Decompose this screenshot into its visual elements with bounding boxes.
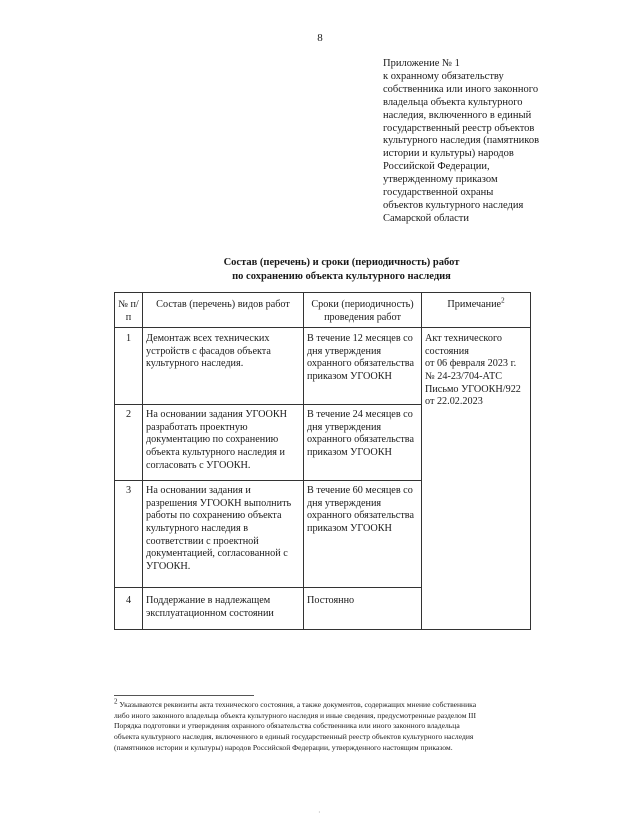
appendix-line: объектов культурного наследия — [383, 199, 524, 211]
appendix-line: культурного наследия (памятников — [383, 135, 540, 147]
footnote-line: (памятников истории и культуры) народов Российской Федерации, утвержденного настоящим приказом. — [114, 742, 453, 752]
appendix-line: Российской Федерации, — [383, 161, 490, 173]
header-note — [422, 293, 531, 328]
appendix-line: государственной охраны — [383, 187, 494, 199]
row-works: На основании задания УГООКН разработать проектную документацию по сохранению объекта культурного наследия и согласовать с УГООКН. — [143, 405, 304, 481]
note-line: от 06 февраля 2023 г. — [425, 358, 517, 370]
footnote — [114, 697, 546, 754]
row-note — [422, 328, 531, 630]
footnote-divider — [114, 695, 254, 696]
header-num: № п/п — [115, 293, 143, 328]
row-num: 2 — [115, 405, 143, 481]
page-number: 8 — [317, 32, 323, 44]
row-works: Демонтаж всех технических устройств с фасадов объекта культурного наследия. — [143, 328, 304, 405]
appendix-line: к охранному обязательству — [383, 70, 504, 82]
works-table — [114, 292, 531, 630]
appendix-line: наследия, включенного в единый — [383, 109, 532, 121]
table-header-row — [115, 293, 531, 328]
row-works: Поддержание в надлежащем эксплуатационном состоянии — [143, 588, 304, 630]
header-works: Состав (перечень) видов работ — [143, 293, 304, 328]
appendix-line: утвержденному приказом — [383, 174, 498, 186]
footnote-marker: 2 — [114, 697, 118, 706]
note-line: № 24-23/704-АТС — [425, 370, 503, 382]
document-title — [0, 256, 640, 284]
appendix-line: собственника или иного законного — [383, 83, 539, 95]
footnote-line: объекта культурного наследия, включенного в единый государственный реестр объектов культурного наследия — [114, 732, 474, 742]
footnote-ref: 2 — [501, 296, 505, 305]
note-line: Письмо УГООКН/922 — [425, 383, 521, 395]
appendix-line: Приложение № 1 — [383, 58, 460, 69]
appendix-line: государственный реестр объектов — [383, 122, 535, 134]
row-terms: В течение 60 месяцев со дня утверждения охранного обязательства приказом УГООКН — [304, 481, 422, 588]
footnote-line — [114, 697, 546, 711]
appendix-line: Самарской области — [383, 212, 469, 224]
note-line: Акт технического состояния — [425, 333, 502, 357]
row-works: На основании задания и разрешения УГООКН выполнить работы по сохранению объекта культурного наследия в соответствии с проектной документацией, согласованной с УГООКН. — [143, 481, 304, 588]
title-line-1: Состав (перечень) и сроки (периодичность) работ — [223, 257, 460, 268]
appendix-line: владельца объекта культурного — [383, 96, 523, 108]
row-terms: В течение 24 месяцев со дня утверждения охранного обязательства приказом УГООКН — [304, 405, 422, 481]
scan-mark: · — [318, 808, 321, 817]
title-line-2: по сохранению объекта культурного наследия — [232, 271, 451, 282]
table-row — [115, 328, 531, 405]
row-num: 1 — [115, 328, 143, 405]
footnote-line: либо иного законного владельца объекта культурного наследия и иные сведения, предусмотренные разделом III — [114, 710, 476, 720]
footnote-text: Указываются реквизиты акта технического состояния, а также документов, содержащих мнение собственника — [119, 700, 477, 709]
footnote-line: Порядка подготовки и утверждения охранного обязательства собственника или иного законного владельца — [114, 721, 460, 731]
row-terms: Постоянно — [304, 588, 422, 630]
row-terms: В течение 12 месяцев со дня утверждения охранного обязательства приказом УГООКН — [304, 328, 422, 405]
header-note-label: Примечание — [447, 299, 502, 310]
appendix-header — [383, 58, 603, 226]
row-num: 4 — [115, 588, 143, 630]
note-line: от 22.02.2023 — [425, 396, 483, 408]
row-num: 3 — [115, 481, 143, 588]
header-terms: Сроки (периодичность) проведения работ — [304, 293, 422, 328]
appendix-line: истории и культуры) народов — [383, 148, 514, 160]
